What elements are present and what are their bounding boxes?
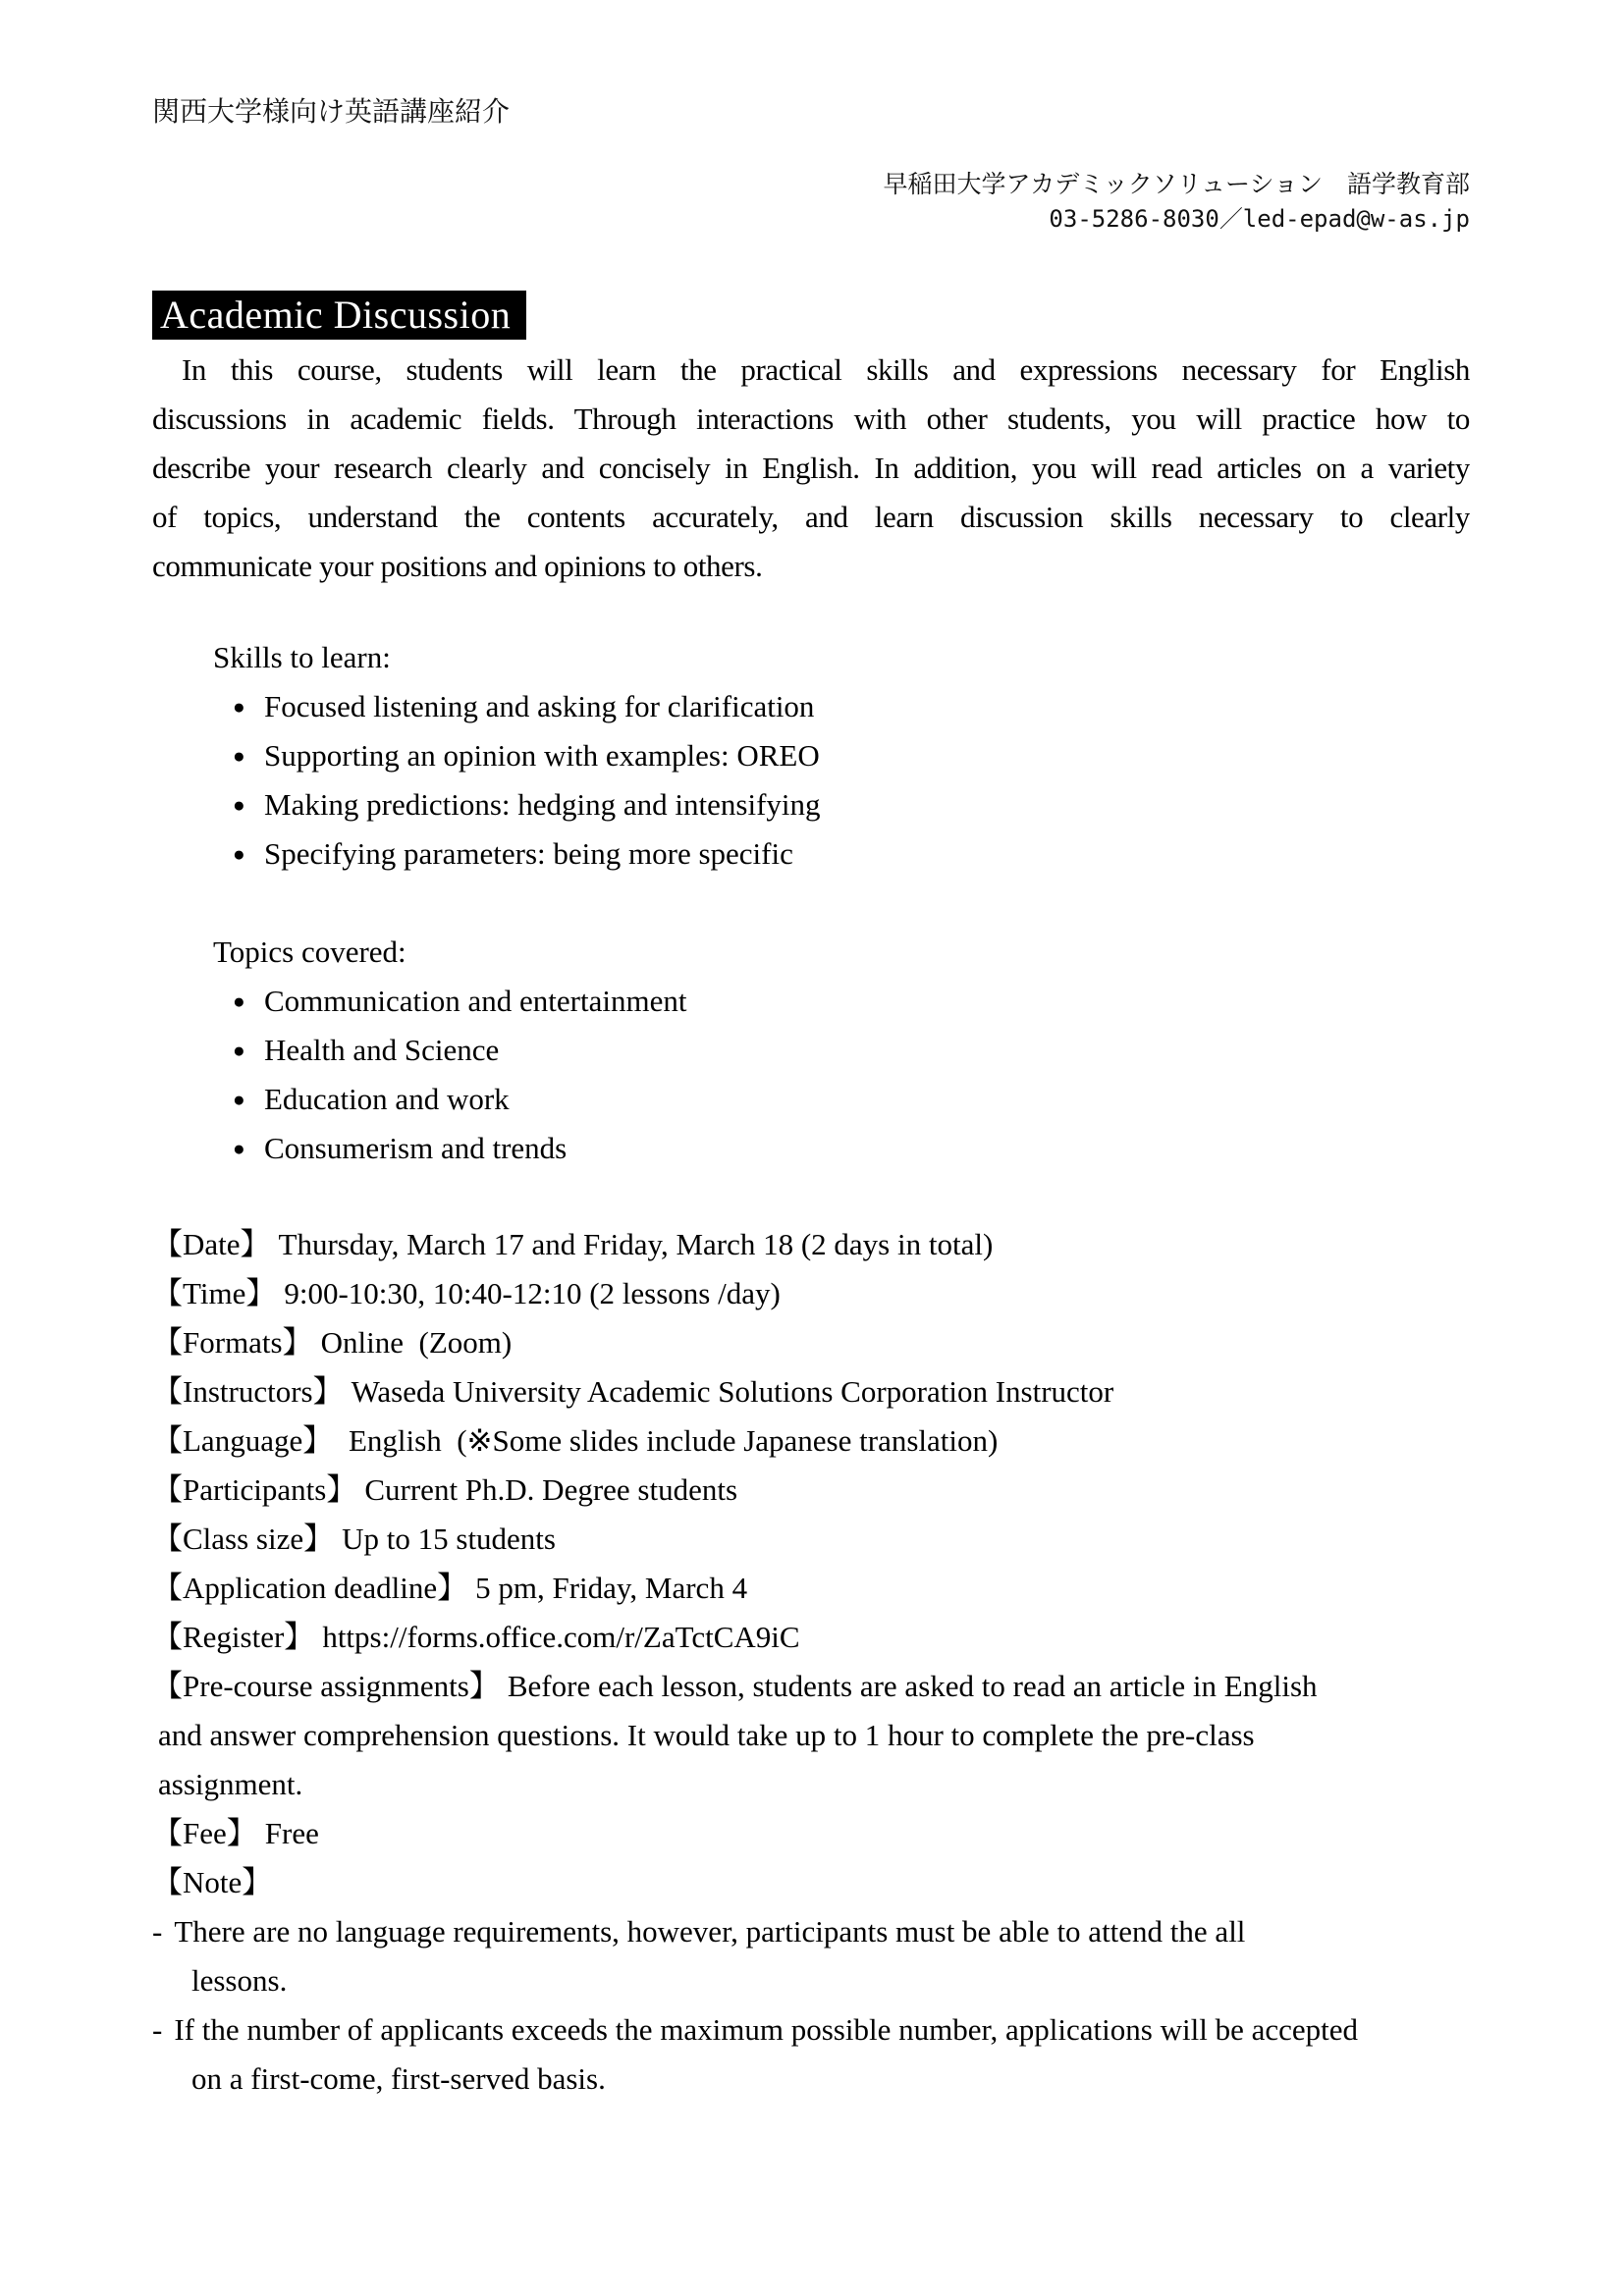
detail-label: 【Pre-course assignments】 <box>152 1669 500 1703</box>
topics-heading: Topics covered: <box>213 934 406 969</box>
list-item <box>233 1026 686 1075</box>
detail-value: Online (Zoom) <box>320 1325 513 1360</box>
detail-line: assignment. <box>158 1767 303 1801</box>
bullet-icon: ● <box>233 1039 245 1062</box>
note-item <box>152 1907 1480 2005</box>
topic-item-label: Consumerism and trends <box>264 1131 568 1165</box>
detail-date <box>152 1220 1480 1269</box>
list-item <box>233 829 821 879</box>
list-item <box>233 780 821 829</box>
skill-item-label: Supporting an opinion with examples: OREO <box>264 738 820 773</box>
detail-label: 【Register】 <box>152 1620 315 1654</box>
detail-label: 【Time】 <box>152 1276 277 1310</box>
topic-item-label: Health and Science <box>264 1033 500 1067</box>
detail-label: 【Instructors】 <box>152 1374 344 1409</box>
note-line: lessons. <box>191 1963 288 1998</box>
register-url: https://forms.office.com/r/ZaTctCA9iC <box>322 1620 800 1654</box>
note-dash: - <box>152 2012 163 2047</box>
list-item <box>233 977 686 1026</box>
bullet-icon: ● <box>233 989 245 1013</box>
detail-value: Current Ph.D. Degree students <box>364 1472 738 1507</box>
detail-value: 5 pm, Friday, March 4 <box>475 1571 748 1605</box>
topic-item-label: Education and work <box>264 1082 510 1116</box>
detail-participants <box>152 1466 1480 1515</box>
skill-item-label: Making predictions: hedging and intensifying <box>264 787 821 822</box>
detail-label: 【Language】 <box>152 1423 334 1458</box>
list-item <box>233 731 821 780</box>
detail-label: 【Participants】 <box>152 1472 357 1507</box>
note-text: If the number of applicants exceeds the maximum possible number, applications will be accepted <box>174 2012 1358 2047</box>
list-item <box>233 1075 686 1124</box>
skills-list <box>233 682 821 879</box>
detail-value: 9:00-10:30, 10:40-12:10 (2 lessons /day) <box>284 1276 781 1310</box>
description-line: of topics, understand the contents accurately, and learn discussion skills necessary to clearly <box>152 500 1470 534</box>
description-line: describe your research clearly and concisely in English. In addition, you will read articles on a variety <box>152 451 1470 485</box>
detail-instructors <box>152 1367 1480 1416</box>
detail-value: English (※Some slides include Japanese translation) <box>341 1423 999 1458</box>
note-line <box>152 2005 1480 2055</box>
bullet-icon: ● <box>233 1137 245 1160</box>
detail-register <box>152 1613 1480 1662</box>
description-line: discussions in academic fields. Through interactions with other students, you will practice how to <box>152 401 1470 436</box>
detail-pre-course-assignments <box>152 1662 1480 1809</box>
skill-item-label: Specifying parameters: being more specific <box>264 836 793 871</box>
detail-fee <box>152 1809 1480 1858</box>
detail-class-size <box>152 1515 1480 1564</box>
detail-label: 【Class size】 <box>152 1522 335 1556</box>
detail-value: Before each lesson, students are asked to read an article in English <box>507 1669 1318 1703</box>
bullet-icon: ● <box>233 744 245 768</box>
description-line: communicate your positions and opinions to others. <box>152 549 763 583</box>
detail-note <box>152 1858 1480 1907</box>
note-line <box>152 1907 1480 1956</box>
detail-value: Waseda University Academic Solutions Corporation Instructor <box>351 1374 1114 1409</box>
course-description <box>152 346 1470 591</box>
topics-list <box>233 977 686 1173</box>
course-title: Academic Discussion <box>152 291 526 340</box>
detail-line: and answer comprehension questions. It would take up to 1 hour to complete the pre-class <box>158 1718 1255 1752</box>
detail-value: Thursday, March 17 and Friday, March 18 (2 days in total) <box>278 1227 994 1261</box>
bullet-icon: ● <box>233 793 245 817</box>
course-details <box>152 1220 1480 2104</box>
organization-name: 早稲田大学アカデミックソリューション 語学教育部 <box>883 171 1470 198</box>
document-subject-jp: 関西大学様向け英語講座紹介 <box>152 96 511 127</box>
list-item <box>233 682 821 731</box>
detail-label: 【Formats】 <box>152 1325 313 1360</box>
detail-line <box>152 1662 1480 1711</box>
skill-item-label: Focused listening and asking for clarification <box>264 689 815 723</box>
bullet-icon: ● <box>233 695 245 719</box>
detail-time <box>152 1269 1480 1318</box>
bullet-icon: ● <box>233 1088 245 1111</box>
detail-label: 【Date】 <box>152 1227 271 1261</box>
detail-label: 【Fee】 <box>152 1816 257 1850</box>
detail-formats <box>152 1318 1480 1367</box>
organization-header <box>883 167 1470 236</box>
detail-label: 【Note】 <box>152 1865 273 1899</box>
description-line: In this course, students will learn the practical skills and expressions necessary for English <box>182 352 1470 387</box>
note-text: There are no language requirements, however, participants must be able to attend the all <box>174 1914 1246 1949</box>
detail-label: 【Application deadline】 <box>152 1571 468 1605</box>
detail-application-deadline <box>152 1564 1480 1613</box>
topic-item-label: Communication and entertainment <box>264 984 687 1018</box>
note-dash: - <box>152 1914 163 1949</box>
skills-heading: Skills to learn: <box>213 640 391 674</box>
note-line: on a first-come, first-served basis. <box>191 2061 606 2096</box>
detail-value: Free <box>264 1816 319 1850</box>
note-item <box>152 2005 1480 2104</box>
list-item <box>233 1124 686 1173</box>
detail-value: Up to 15 students <box>342 1522 556 1556</box>
bullet-icon: ● <box>233 842 245 866</box>
contact-phone-email: 03-5286-8030／led-epad@w-as.jp <box>1049 205 1470 233</box>
detail-language <box>152 1416 1480 1466</box>
